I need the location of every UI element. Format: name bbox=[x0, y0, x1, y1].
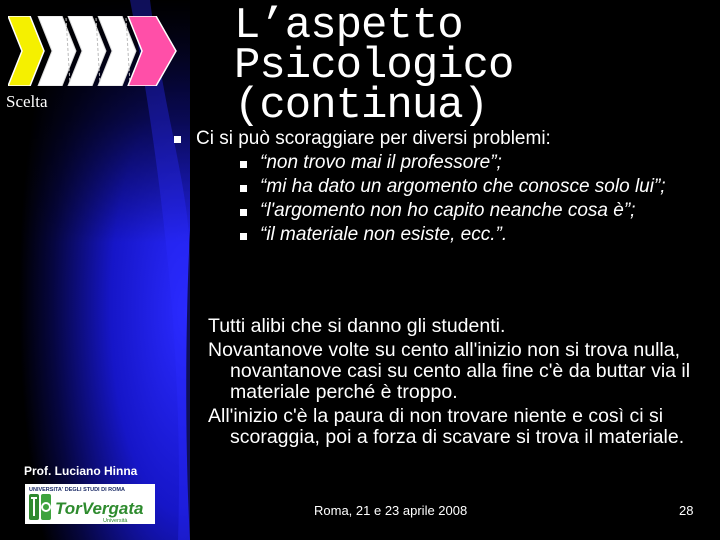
sub-bullet-item bbox=[196, 225, 710, 245]
body-paragraph: All'inizio c'è la paura di non trovare niente e così ci si scoraggia, poi a forza di scavare si trova il materiale. bbox=[208, 405, 685, 448]
bullet-square-icon bbox=[174, 136, 181, 143]
sub-bullet-item bbox=[196, 201, 710, 221]
body-paragraphs bbox=[208, 316, 713, 451]
sub-bullet-text: “non trovo mai il professore”; bbox=[260, 152, 502, 173]
bullet-list bbox=[170, 128, 710, 249]
chevron-arrow-icon bbox=[8, 16, 183, 86]
bullet-square-icon bbox=[240, 209, 247, 216]
bullet-square-icon bbox=[240, 161, 247, 168]
sub-bullet-text: “il materiale non esiste, ecc.”. bbox=[260, 224, 508, 245]
body-paragraph: Tutti alibi che si danno gli studenti. bbox=[208, 315, 506, 337]
title-line: L’aspetto bbox=[234, 1, 463, 51]
sub-bullet-list bbox=[196, 153, 710, 245]
sub-bullet-text: “mi ha dato un argomento che conosce solo lui”; bbox=[260, 176, 666, 197]
body-paragraph: Novantanove volte su cento all'inizio non si trova nulla, novantanove casi su cento alla fine c'è da buttar via il materiale perché è troppo. bbox=[208, 339, 691, 403]
title-line: Psicologico bbox=[234, 41, 514, 91]
title-line: (continua) bbox=[234, 81, 489, 131]
section-label: Scelta bbox=[6, 92, 48, 111]
logo-top-text: UNIVERSITA' DEGLI STUDI DI ROMA bbox=[29, 487, 125, 493]
sub-bullet-item bbox=[196, 177, 710, 197]
author-name: Prof. Luciano Hinna bbox=[24, 464, 138, 478]
sub-bullet-item bbox=[196, 153, 710, 173]
sub-bullet-text: “l'argomento non ho capito neanche cosa è”; bbox=[260, 200, 636, 221]
bullet-item bbox=[170, 128, 710, 245]
logo-subtitle-text: Università bbox=[103, 518, 128, 524]
logo-brand-text: TorVergata bbox=[55, 499, 144, 518]
slide-title bbox=[234, 1, 694, 131]
footer-date: Roma, 21 e 23 aprile 2008 bbox=[314, 503, 468, 518]
bullet-square-icon bbox=[240, 185, 247, 192]
page-number: 28 bbox=[679, 503, 694, 518]
bullet-text: Ci si può scoraggiare per diversi problemi: bbox=[196, 128, 551, 149]
university-logo bbox=[25, 484, 155, 524]
bullet-square-icon bbox=[240, 233, 247, 240]
